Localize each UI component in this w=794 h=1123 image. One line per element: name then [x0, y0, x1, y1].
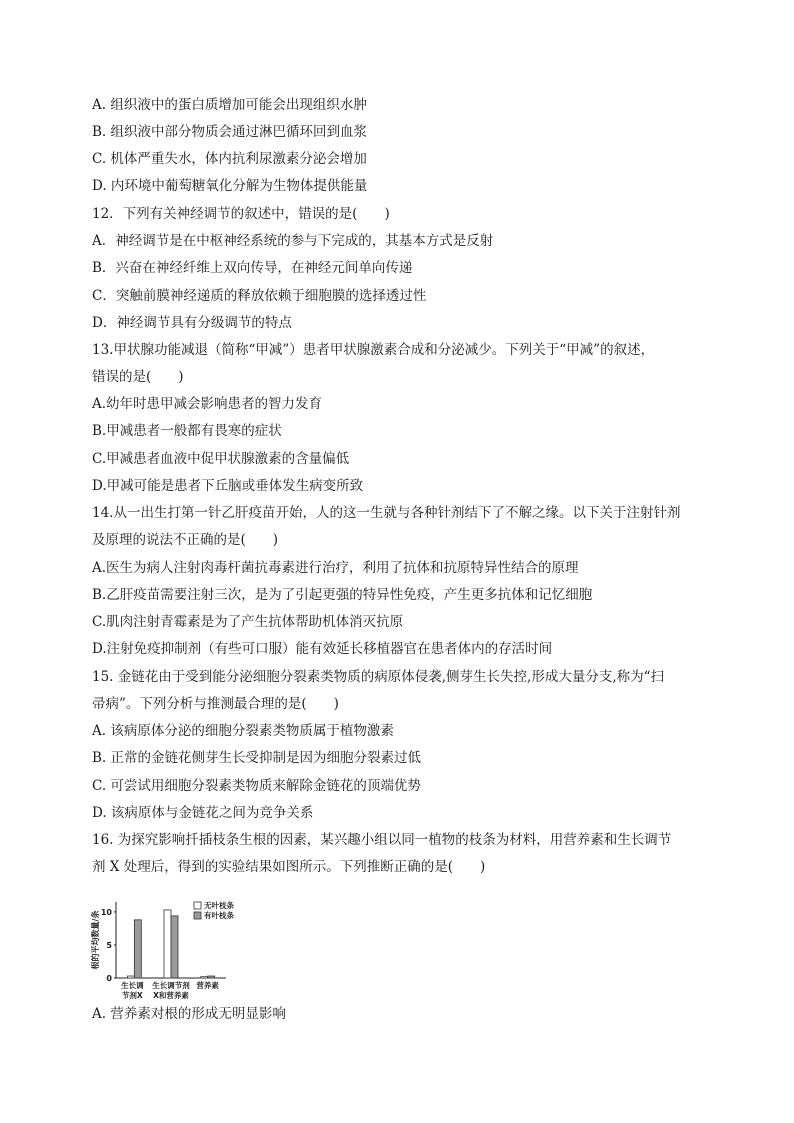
option-13b: B.甲减患者一般都有畏寒的症状: [92, 423, 282, 439]
y-tick-label: 0: [106, 974, 112, 983]
root-count-chart: [92, 896, 272, 1008]
legend-label: 有叶枝条: [204, 911, 234, 920]
option-14b: B.乙肝疫苗需要注射三次，是为了引起更强的特异性免疫，产生更多抗体和记忆细胞: [92, 587, 593, 603]
option-14d: D.注射免疫抑制剂（有些可口服）能有效延长移植器官在患者体内的存活时间: [92, 641, 553, 657]
option-12b: B．兴奋在神经纤维上双向传导，在神经元间单向传递: [92, 260, 413, 276]
x-tick-label: X和营养素: [153, 991, 189, 1000]
chart-svg: [92, 896, 272, 1008]
option-11c: C. 机体严重失水，体内抗利尿激素分泌会增加: [92, 151, 367, 167]
option-12c: C．突触前膜神经递质的释放依赖于细胞膜的选择透过性: [92, 288, 427, 304]
bar-leafy: [171, 916, 178, 978]
question-14-line1: 14.从一出生打第一针乙肝疫苗开始，人的这一生就与各种针剂结下了不解之缘。以下关于注射针剂: [92, 505, 681, 521]
option-13c: C.甲减患者血液中促甲状腺激素的含量偏低: [92, 451, 350, 467]
option-12d: D．神经调节具有分级调节的特点: [92, 315, 292, 331]
option-14a: A.医生为病人注射肉毒杆菌抗毒素进行治疗，利用了抗体和抗原特异性结合的原理: [92, 560, 579, 576]
option-15d: D. 该病原体与金链花之间为竞争关系: [92, 805, 314, 821]
option-12a: A．神经调节是在中枢神经系统的参与下完成的，其基本方式是反射: [92, 233, 494, 249]
option-11d: D. 内环境中葡萄糖氧化分解为生物体提供能量: [92, 178, 368, 194]
option-11b: B. 组织液中部分物质会通过淋巴循环回到血浆: [92, 124, 368, 140]
question-16-line2: 剂 X 处理后，得到的实验结果如图所示。下列推断正确的是( ): [92, 859, 486, 875]
bar-leafy: [208, 976, 215, 978]
question-12: 12．下列有关神经调节的叙述中，错误的是( ): [92, 206, 390, 222]
question-14-line2: 及原理的说法不正确的是( ): [92, 532, 279, 548]
option-15a: A. 该病原体分泌的细胞分裂素类物质属于植物激素: [92, 723, 394, 739]
y-axis-label: 根的平均数量/条: [91, 910, 100, 970]
option-13d: D.甲减可能是患者下丘脑或垂体发生病变所致: [92, 478, 364, 494]
bar-leafy: [134, 920, 141, 978]
y-tick-label: 5: [106, 940, 112, 950]
question-13-line2: 错误的是( ): [92, 369, 184, 385]
option-15b: B. 正常的金链花侧芽生长受抑制是因为细胞分裂素过低: [92, 750, 422, 766]
legend-swatch: [194, 912, 201, 919]
y-tick-label: 10: [100, 907, 112, 917]
option-13a: A.幼年时患甲减会影响患者的智力发育: [92, 396, 323, 412]
x-tick-label: 营养素: [196, 981, 219, 990]
option-11a: A. 组织液中的蛋白质增加可能会出现组织水肿: [92, 97, 367, 113]
question-15-line1: 15. 金链花由于受到能分泌细胞分裂素类物质的病原体侵袭,侧芽生长失控,形成大量分支,称为“扫: [92, 669, 665, 685]
bar-leafless: [201, 977, 208, 978]
option-15c: C. 可尝试用细胞分裂素类物质来解除金链花的顶端优势: [92, 778, 421, 794]
x-tick-label: 生长调: [121, 981, 144, 990]
option-16a: A. 营养素对根的形成无明显影响: [92, 1006, 286, 1022]
question-15-line2: 帚病”。下列分析与推测最合理的是( ): [92, 696, 339, 712]
x-tick-label: 节剂X: [121, 991, 143, 1000]
bar-leafless: [127, 976, 134, 978]
bar-leafless: [164, 910, 171, 978]
question-13-line1: 13.甲状腺功能减退（简称“甲减”）患者甲状腺激素合成和分泌减少。下列关于“甲减”的叙述，: [92, 342, 655, 358]
question-16-line1: 16. 为探究影响扦插枝条生根的因素，某兴趣小组以同一植物的枝条为材料，用营养素和生长调节: [92, 832, 672, 848]
legend-swatch: [194, 902, 201, 909]
option-14c: C.肌肉注射青霉素是为了产生抗体帮助机体消灭抗原: [92, 614, 404, 630]
x-tick-label: 生长调节剂: [152, 981, 190, 990]
legend-label: 无叶枝条: [204, 901, 234, 910]
